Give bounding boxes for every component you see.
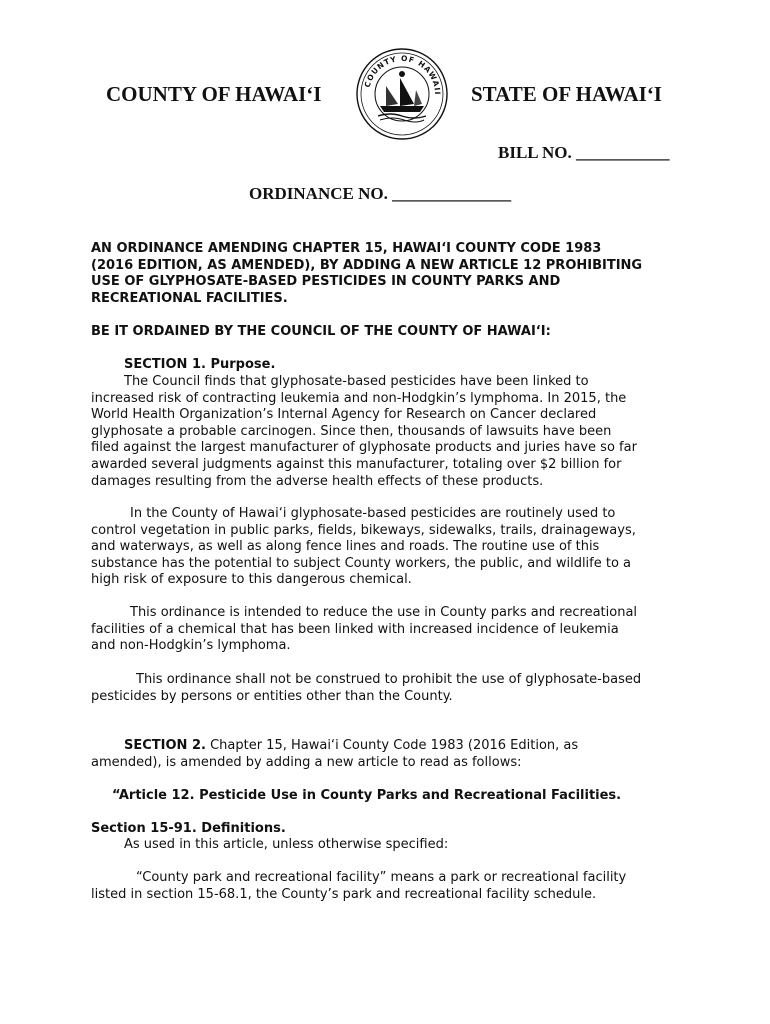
section1-paragraph-2 (91, 506, 685, 589)
text-line: “County park and recreational facility” means a park or recreational facility (136, 870, 627, 885)
definition-park-facility (91, 870, 685, 903)
text-line: filed against the largest manufacturer of glyphosate products and juries have so far (91, 440, 637, 456)
section1-paragraph-3 (91, 605, 685, 655)
seal-text: COUNTY OF HAWAII (362, 53, 443, 96)
title-line: RECREATIONAL FACILITIES. (91, 290, 288, 306)
county-title: COUNTY OF HAWAI‘I (106, 82, 322, 106)
text-line: World Health Organization’s Internal Agency for Research on Cancer declared (91, 407, 597, 423)
text-line: control vegetation in public parks, fields, bikeways, sidewalks, trails, drainageways, (91, 522, 636, 538)
text-line: damages resulting from the adverse health effects of these products. (91, 473, 544, 489)
section1-paragraph-4 (91, 672, 685, 705)
text-line: amended), is amended by adding a new article to read as follows: (91, 754, 522, 770)
text-line: pesticides by persons or entities other than the County. (91, 688, 453, 704)
text-line: The Council finds that glyphosate-based pesticides have been linked to (124, 374, 589, 389)
text-line: glyphosate a probable carcinogen. Since then, thousands of lawsuits have been (91, 423, 612, 439)
text-line: This ordinance is intended to reduce the use in County parks and recreational (130, 605, 638, 620)
county-seal-logo (356, 46, 448, 142)
text-line: facilities of a chemical that has been linked with increased incidence of leukemia (91, 621, 619, 637)
enacting-clause: BE IT ORDAINED BY THE COUNCIL OF THE COUNTY OF HAWAI‘I: (91, 324, 551, 339)
text-line: and non-Hodgkin’s lymphoma. (91, 638, 291, 654)
text-line: listed in section 15-68.1, the County’s park and recreational facility schedule. (91, 886, 597, 902)
state-title: STATE OF HAWAI‘I (471, 82, 662, 106)
section2-intro-text: Chapter 15, Hawai‘i County Code 1983 (2016 Edition, as (205, 738, 579, 753)
definitions-intro: As used in this article, unless otherwise specified: (124, 837, 449, 852)
title-line: USE OF GLYPHOSATE-BASED PESTICIDES IN COUNTY PARKS AND (91, 274, 561, 290)
text-line: substance has the potential to subject County workers, the public, and wildlife to a (91, 555, 632, 571)
text-line: increased risk of contracting leukemia and non-Hodgkin’s lymphoma. In 2015, the (91, 390, 627, 406)
definitions-heading: Section 15-91. Definitions. (91, 821, 286, 836)
section2-heading: SECTION 2. (124, 738, 206, 753)
text-line: This ordinance shall not be construed to prohibit the use of glyphosate-based (136, 672, 642, 687)
article-title: “Article 12. Pesticide Use in County Parks and Recreational Facilities. (112, 788, 622, 803)
title-line: AN ORDINANCE AMENDING CHAPTER 15, HAWAI‘I COUNTY CODE 1983 (91, 241, 602, 256)
text-line: and waterways, as well as along fence lines and roads. The routine use of this (91, 539, 600, 555)
text-line: high risk of exposure to this dangerous chemical. (91, 572, 412, 588)
title-line: (2016 EDITION, AS AMENDED), BY ADDING A NEW ARTICLE 12 PROHIBITING (91, 257, 643, 273)
section1-heading: SECTION 1. Purpose. (124, 357, 276, 372)
text-line: In the County of Hawai‘i glyphosate-based pesticides are routinely used to (130, 506, 616, 521)
ordinance-number: ORDINANCE NO. ______________ (249, 184, 512, 203)
text-line (91, 738, 685, 755)
ordinance-title (91, 241, 685, 307)
bill-number: BILL NO. ___________ (498, 143, 670, 162)
section2-intro (91, 738, 685, 771)
section1-paragraph-1 (91, 374, 685, 490)
text-line: awarded several judgments against this manufacturer, totaling over $2 billion for (91, 456, 622, 472)
